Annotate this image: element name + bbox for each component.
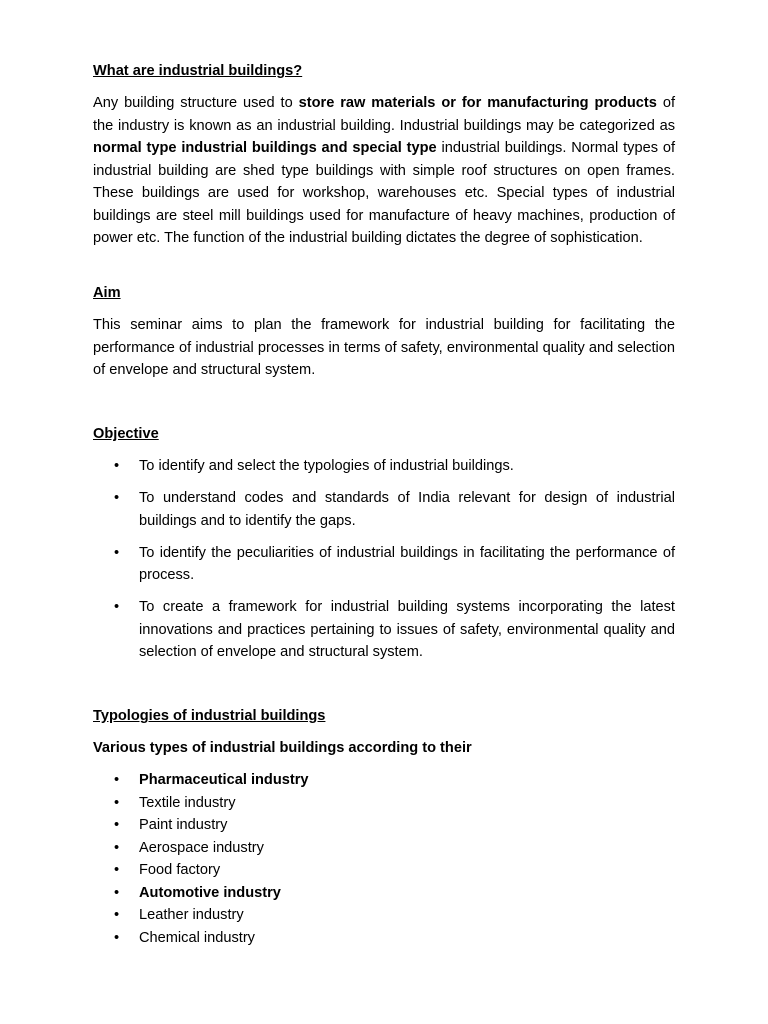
- bullet-icon: •: [114, 772, 120, 788]
- typology-text: Textile industry: [139, 794, 236, 811]
- list-item: [93, 859, 675, 882]
- typologies-list: [93, 769, 675, 949]
- bullet-icon: •: [114, 599, 120, 615]
- aim-paragraph: This seminar aims to plan the framework for industrial building for facilitating the performance of industrial processes in terms of safety, environmental quality and selection of envelope and structural system.: [93, 317, 675, 378]
- objective-text: To create a framework for industrial building systems incorporating the latest innovations and practices pertaining to issues of safety, environmental quality and selection of envelope and structural system.: [139, 599, 675, 660]
- typology-text: Aerospace industry: [139, 839, 264, 856]
- list-item: [93, 814, 675, 837]
- bullet-icon: •: [114, 862, 120, 878]
- list-item: [93, 927, 675, 950]
- list-item: [93, 904, 675, 927]
- typology-text: Leather industry: [139, 907, 244, 923]
- bullet-icon: •: [114, 794, 120, 811]
- objective-text: To identify and select the typologies of industrial buildings.: [139, 458, 514, 474]
- bullet-icon: •: [114, 544, 120, 561]
- bullet-icon: •: [114, 929, 120, 946]
- typologies-heading: Typologies of industrial buildings: [93, 708, 326, 724]
- bullet-icon: •: [114, 884, 120, 901]
- what-text-3: industrial buildings. Normal types of industrial building are shed type buildings with simple roof structures on open frames. These buildings are used for workshop, warehouses etc. Special types of industrial buildings are steel mill buildings used for manufacture of heavy machines, production of power etc. The function of the industrial building dictates the degree of sophistication.: [93, 140, 676, 246]
- list-item: [93, 487, 675, 532]
- bullet-icon: •: [114, 907, 120, 923]
- what-text-2: of the industry is known as an industrial building. Industrial buildings may be categorized as: [93, 95, 675, 134]
- typology-text: Chemical industry: [139, 929, 255, 946]
- list-item: [93, 792, 675, 815]
- what-bold-2: normal type industrial buildings and special type: [93, 140, 437, 156]
- list-item: [93, 596, 675, 664]
- typologies-subheading: Various types of industrial buildings according to their: [93, 740, 472, 756]
- list-item: [93, 882, 675, 905]
- bullet-icon: •: [114, 839, 120, 856]
- typology-text: Automotive industry: [139, 884, 281, 901]
- bullet-icon: •: [114, 490, 120, 506]
- aim-heading: Aim: [93, 285, 121, 301]
- typology-text: Pharmaceutical industry: [139, 772, 309, 788]
- bullet-icon: •: [114, 458, 120, 474]
- what-heading: What are industrial buildings?: [93, 63, 303, 79]
- what-paragraph: [93, 92, 675, 250]
- typology-text: Paint industry: [139, 817, 228, 833]
- list-item: [93, 837, 675, 860]
- objective-text: To understand codes and standards of India relevant for design of industrial buildings and to identify the gaps.: [139, 490, 675, 529]
- objective-heading: Objective: [93, 426, 159, 442]
- bullet-icon: •: [114, 817, 120, 833]
- typology-text: Food factory: [139, 862, 221, 878]
- objective-text: To identify the peculiarities of industrial buildings in facilitating the performance of process.: [139, 544, 675, 583]
- what-bold-1: store raw materials or for manufacturing products: [298, 95, 657, 111]
- list-item: [93, 542, 675, 587]
- list-item: [93, 455, 675, 478]
- list-item: [93, 769, 675, 792]
- objective-list: [93, 455, 675, 673]
- what-text-1: Any building structure used to: [93, 95, 299, 111]
